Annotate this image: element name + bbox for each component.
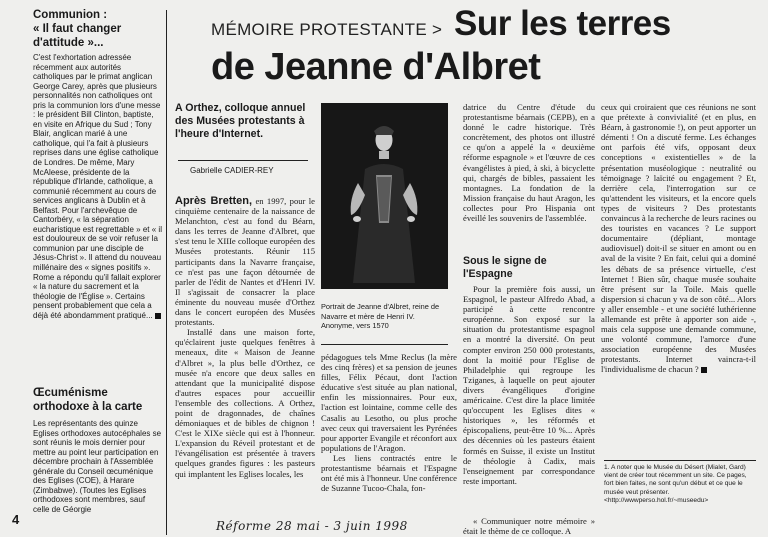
photo-caption: Portrait de Jeanne d'Albret, reine de Navarre et mère de Henri IV. Anonyme, vers 1570 <box>321 302 440 330</box>
end-mark <box>155 313 161 319</box>
article-col-3b: Pour la première fois aussi, un Espagnol, le pasteur Alfredo Abad, a participé à cette rencontre européenne. Son exposé sur la situation du protestantisme espagnol en a montré la diversité. On peut compter environ 250 000 protestants, dont la moitié pour l'Eglise de Philadelphie qui regroupe les Tziganes, à laquelle on peut ajouter divers évangéliques d'origine américaine. C'est dire la place limitée qu'occupent les Eglises dites « historiques », les réformés et épiscopaliens, peut-être 10 %... Après des décennies où les pasteurs étaient formés en Suisse, il existe un Institut de théologie à Cadix, mais l'enseignement par correspondance reste important. <box>463 284 595 486</box>
caption-rule <box>321 344 448 345</box>
handwritten-date: Réforme 28 mai - 3 juin 1998 <box>216 519 408 533</box>
headline-line-2: de Jeanne d'Albret <box>211 46 541 88</box>
article-col-1: Après Bretten, en 1997, pour le cinquième centenaire de la naissance de Melanchton, c'est au fond du Béarn, dans les terres de Jeanne d'Albret, que s'est tenu le XIIIe colloque européen des Musées protestants. Réunir 115 participants dans la Navarre française, ce n'est pas une façon détournée de parler de l'édit de Nantes et d'Henri IV. Il s'agissait de consacrer la place éminente du nouveau musée d'Orthez dans le concert européen des Musées protestants. Installé dans une maison forte, qu'éclairent juste quelques fenêtres à meneaux, dite « Maison de Jeanne d'Albret », la plus belle d'Orthez, ce musée n'a encore que deux salles en attendant que la municipalité dispose d'autres espaces pour accueillir l'ensemble des collections. A Orthez, point de dragonnades, de chaînes démoniaques et de bibles de chignon ! C'est le XIXe siècle qui est à l'honneur. L'expansion du Réveil protestant et de l'évangélisation est présentée à travers quelques grandes figures : les pasteurs qui implantent les Eglises locales, les <box>175 196 315 479</box>
sidebar-body-2: Les représentants des quinze Eglises orthodoxes autocéphales se sont réunis le mois dernier pour mettre au point leur participation en décembre prochain à l'Assemblée générale du Conseil œcuménique des Eglises (COE), à Harare (Zimbabwe). (Toutes les Eglises orthodoxes sont membres, sauf celle de Géorgie <box>33 419 162 514</box>
lead-word: Après Bretten, <box>175 196 253 207</box>
sidebar-body: C'est l'exhortation adressée récemment aux autorités catholiques par le primat anglican George Carey, après que plusieurs personnalités non catholiques ont pris la communion lors d'une messe : le président Bill Clinton, baptiste, en visite en Afrique du Sud ; Tony Blair, anglican marié à une catholique, qui l'a fait à plusieurs reprises dans une église catholique de Londres. De même, Mary McAleese, présidente de la république d'Irlande, catholique, a communié récemment au cours de services anglicans à Dublin et à Belfast. Pour l'archevêque de Cantorbéry, « la séparation eucharistique est regrettable » et « il est douloureux de se voir refuser la communion par une disciple de Jésus-Christ ». Il attend du nouveau millénaire des « signes positifs ». Rome a répondu qu'il fallait explorer « la nature du sacrement et la théologie de l'Église ». Certains pensent probablement que cela a déjà été abondamment pratiqué... <box>33 53 162 320</box>
sidebar-title-2: Œcuménisme orthodoxe à la carte <box>33 387 143 413</box>
article-col-4: ceux qui croiraient que ces réunions ne sont que prétexte à convivialité (et en plus, en Béarn, à gastronomie !), on peut apporter un démenti ! On a discuté ferme. Les échanges ont parfois été vifs, opposant deux conceptions « existentielles » de la présentation muséologique : neutralité ou témoignage ? laïcité ou engagement ? Et, derrière cela, l'interrogation sur ce qu'attendent les visiteurs, et la encore quels types de visiteurs ? Des protestants convaincus à la recherche de leurs racines ou des touristes en vacances ? Le support documentaire (dépliant, montage audiovisuel) doit-il se situer en amont ou en aval de la visite ? En fait, celui qui a dominé les débats de sa présence virtuelle, c'est Internet ! Bien sûr, chaque musée souhaite être présent sur la Toile. Mais quelle dispersion si chacun y va de son côté... Alors y aller ensemble - et une société luthérienne allemande est prête à apporter son aide -, mais cela suppose une demande commune, une volonté commune, l'amorce d'une association européenne des Musées protestants. Internet vaincra-t-il l'individualisme de chacun ? <box>601 102 756 375</box>
article-chapo: A Orthez, colloque annuel des Musées protestants à l'heure d'Internet. <box>175 102 306 140</box>
subhead: Sous le signe de l'Espagne <box>463 255 547 280</box>
header-kicker: MÉMOIRE PROTESTANTE > <box>211 20 443 39</box>
page-number: 4 <box>12 512 20 527</box>
byline: Gabrielle CADIER-REY <box>190 166 274 175</box>
article-col-3c: « Communiquer notre mémoire » était le thème de ce colloque. A <box>463 516 595 537</box>
sidebar-divider <box>166 10 167 535</box>
sidebar-title: « Il faut changer d'attitude »... <box>33 23 122 49</box>
footnote: 1. A noter que le Musée du Désert (Mialet, Gard) vient de créer tout récemment un site. Ce pages, fort bien faites, ne sont qu'un début et ce que le musée veut présenter. <http://wwwperso.hol.fr/~museedu> <box>604 464 747 504</box>
footnote-rule <box>604 460 756 461</box>
article-col-2: pédagogues tels Mme Reclus (la mère des cinq frères) et sa pension de jeunes filles, Félix Pécaut, dont l'action éducative s'est située au plan national, enfin les missionnaires. Pour eux, l'action est lointaine, comme celle des Casalis au Lesotho, ou plus proche avec ceux qui traversaient les Pyrénées pour apporter Evangile et réconfort aux populations de l'Aragon. Les liens contractés entre le protestantisme béarnais et l'Espagne ont été mis à l'honneur. Une conférence de Suzanne Tucoo-Chala, fon- <box>321 352 457 494</box>
byline-rule <box>178 160 308 161</box>
headline-line-1: Sur les terres <box>454 4 671 43</box>
portrait-figure <box>321 103 448 289</box>
end-mark <box>701 367 707 373</box>
article-col-3a: datrice du Centre d'étude du protestantisme béarnais (CEPB), en a donné le cadre historique. Très concrètement, des photos ont illustré ce qu'on a appelé la « deuxième réforme espagnole » et l'œuvre de ces évangélistes à pied, à ski, à bicyclette qui, chargés de bibles, passaient les montagnes. La fondation de la Mission française du haut Aragon, les collectes pour Pro Hispania ont éveillé les souvenirs de l'assemblée. <box>463 102 595 224</box>
portrait-photo <box>321 103 448 289</box>
sidebar-kicker: Communion : <box>33 9 108 21</box>
